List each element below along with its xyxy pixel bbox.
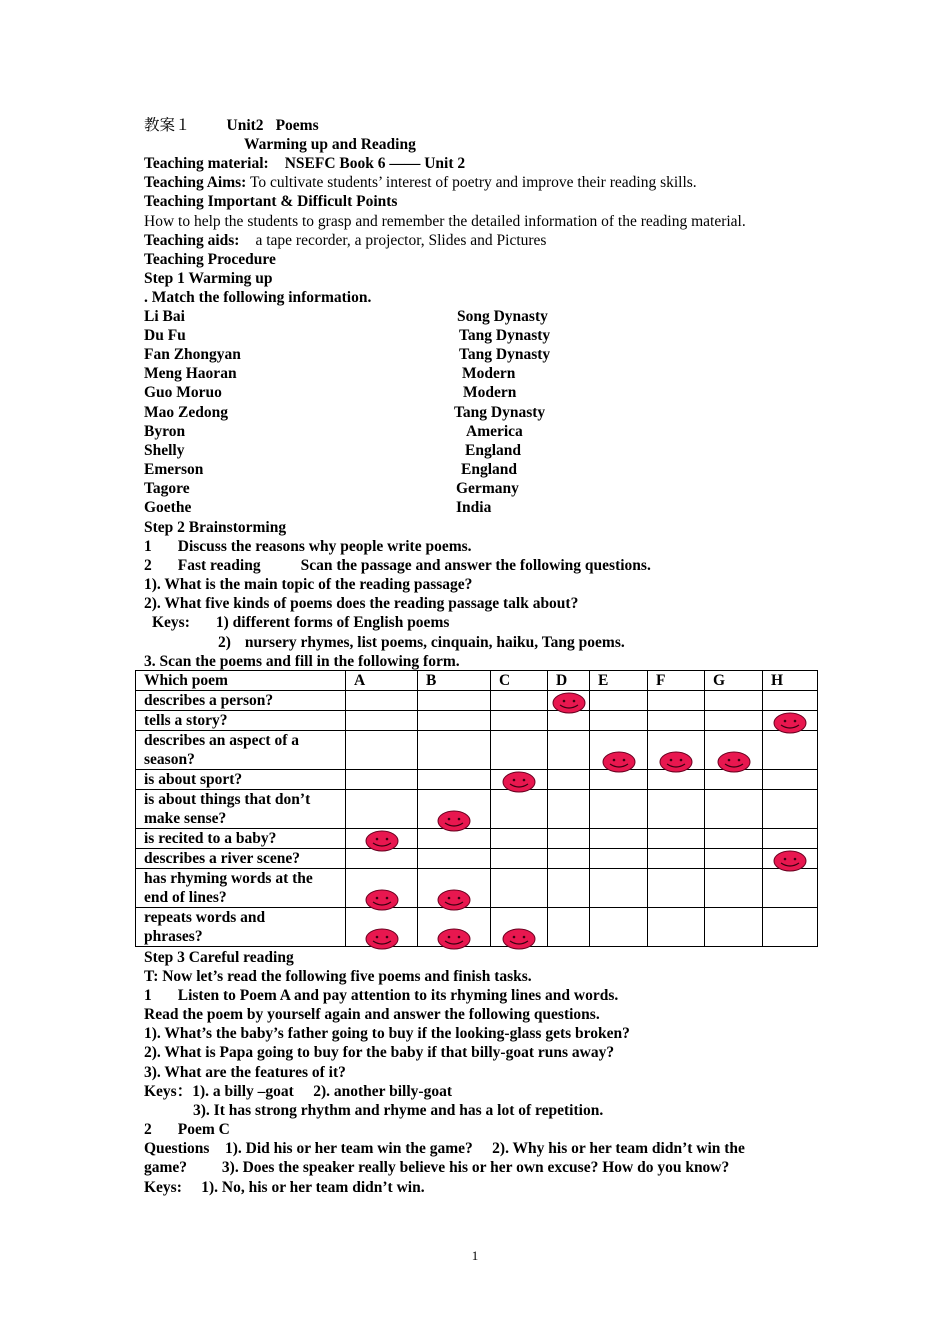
smiley-face-icon <box>502 928 536 950</box>
important-points-text: How to help the students to grasp and remember the detailed information of the reading material. <box>144 213 746 230</box>
important-points-heading: Teaching Important & Difficult Points <box>144 193 398 210</box>
form-cell <box>491 711 548 731</box>
poet-origin: Modern <box>462 365 516 382</box>
form-cell <box>705 770 763 790</box>
form-question-line: is recited to a baby? <box>144 830 277 847</box>
form-cell <box>590 770 648 790</box>
form-body <box>136 691 818 947</box>
form-cell <box>590 829 648 849</box>
form-cell <box>346 691 418 711</box>
step2-keys: Keys: 1) different forms of English poems <box>152 614 450 631</box>
form-cell <box>763 770 818 790</box>
poet-origin: India <box>456 499 492 516</box>
form-row <box>136 849 818 869</box>
poet-name: Du Fu <box>144 327 186 344</box>
poet-name: Shelly <box>144 442 185 459</box>
form-cell <box>763 849 818 869</box>
form-row <box>136 790 818 829</box>
form-cell <box>590 711 648 731</box>
lesson-subtitle: Warming up and Reading <box>244 136 416 153</box>
column-header: D <box>548 671 590 691</box>
form-cell <box>648 790 705 829</box>
form-cell <box>548 770 590 790</box>
form-cell <box>590 908 648 947</box>
poet-origin: Song Dynasty <box>457 308 548 325</box>
poet-name: Li Bai <box>144 308 185 325</box>
column-header: E <box>590 671 648 691</box>
form-question-line: phrases? <box>144 928 203 945</box>
form-question <box>136 691 346 711</box>
form-instruction: 3. Scan the poems and fill in the following form. <box>144 653 460 670</box>
form-cell <box>763 731 818 770</box>
form-cell <box>590 731 648 770</box>
form-question <box>136 908 346 947</box>
step3-question: 3). What are the features of it? <box>144 1064 346 1081</box>
form-cell <box>590 869 648 908</box>
form-cell <box>648 869 705 908</box>
poet-origin: America <box>466 423 523 440</box>
form-question <box>136 829 346 849</box>
form-cell <box>548 869 590 908</box>
step3-question: 1). What’s the baby’s father going to buy if the looking-glass gets broken? <box>144 1025 630 1042</box>
form-cell <box>418 829 491 849</box>
form-question <box>136 711 346 731</box>
step3-item1: 1 Listen to Poem A and pay attention to its rhyming lines and words. <box>144 987 619 1004</box>
step2-item1: 1 Discuss the reasons why people write poems. <box>144 538 472 555</box>
step3-questions-c-cont: game? 3). Does the speaker really believe his or her own excuse? How do you know? <box>144 1159 730 1176</box>
poet-origin: Tang Dynasty <box>459 327 551 344</box>
form-cell <box>346 731 418 770</box>
step3-question: 2). What is Papa going to buy for the baby if that billy-goat runs away? <box>144 1044 615 1061</box>
step3-item2: 2 Poem C <box>144 1121 230 1138</box>
step2-key2: 2) nursery rhymes, list poems, cinquain, haiku, Tang poems. <box>218 634 625 651</box>
form-cell <box>705 849 763 869</box>
form-cell <box>648 849 705 869</box>
step2-item2: 2 Fast reading Scan the passage and answer the following questions. <box>144 557 651 574</box>
form-cell <box>548 731 590 770</box>
form-question-line: describes a person? <box>144 692 274 709</box>
form-header-label: Which poem <box>136 671 346 691</box>
form-question-line: describes an aspect of a <box>144 732 299 749</box>
form-question <box>136 849 346 869</box>
form-cell <box>648 829 705 849</box>
procedure-heading: Teaching Procedure <box>144 251 276 268</box>
form-cell <box>548 691 590 711</box>
form-question-line: make sense? <box>144 810 227 827</box>
form-cell <box>346 849 418 869</box>
form-cell <box>705 711 763 731</box>
step3-keys-a3: 3). It has strong rhythm and rhyme and has a lot of repetition. <box>193 1102 604 1119</box>
form-question <box>136 790 346 829</box>
teaching-aims: Teaching Aims: To cultivate students’ interest of poetry and improve their reading skills. <box>144 174 697 191</box>
form-cell <box>418 908 491 947</box>
step3-keys-c: Keys: 1). No, his or her team didn’t win. <box>144 1179 425 1196</box>
form-cell <box>346 711 418 731</box>
poet-name: Fan Zhongyan <box>144 346 241 363</box>
form-cell <box>491 770 548 790</box>
column-header: H <box>763 671 818 691</box>
poem-form-table <box>135 670 818 947</box>
form-cell <box>491 691 548 711</box>
form-cell <box>763 869 818 908</box>
poet-origin: Germany <box>456 480 519 497</box>
column-header: G <box>705 671 763 691</box>
form-cell <box>548 790 590 829</box>
form-cell <box>590 790 648 829</box>
unit-number: Unit2 <box>226 117 264 134</box>
poet-name: Meng Haoran <box>144 365 237 382</box>
form-cell <box>763 829 818 849</box>
form-row <box>136 770 818 790</box>
form-cell <box>418 731 491 770</box>
form-row <box>136 711 818 731</box>
form-cell <box>418 849 491 869</box>
form-cell <box>418 770 491 790</box>
form-question-line: end of lines? <box>144 889 227 906</box>
step3-read-again: Read the poem by yourself again and answer the following questions. <box>144 1006 600 1023</box>
teaching-material: Teaching material: NSEFC Book 6 —— Unit 2 <box>144 155 466 172</box>
form-cell <box>418 869 491 908</box>
form-cell <box>346 829 418 849</box>
form-row <box>136 908 818 947</box>
form-cell <box>705 691 763 711</box>
column-header: F <box>648 671 705 691</box>
form-cell <box>590 849 648 869</box>
form-cell <box>705 790 763 829</box>
form-cell <box>648 908 705 947</box>
form-cell <box>491 849 548 869</box>
form-cell <box>418 711 491 731</box>
poet-origin: Tang Dynasty <box>454 404 546 421</box>
form-header-row <box>136 671 818 691</box>
form-cell <box>346 790 418 829</box>
form-question-line: repeats words and <box>144 909 266 926</box>
step3-questions-c: Questions 1). Did his or her team win the game? 2). Why his or her team didn’t win the <box>144 1140 745 1157</box>
teaching-aids: Teaching aids: a tape recorder, a projector, Slides and Pictures <box>144 232 547 249</box>
form-cell <box>548 908 590 947</box>
form-cell <box>705 731 763 770</box>
column-header: C <box>491 671 548 691</box>
form-cell <box>548 829 590 849</box>
form-cell <box>491 869 548 908</box>
form-question-line: describes a river scene? <box>144 850 300 867</box>
form-cell <box>763 711 818 731</box>
step2-question: 1). What is the main topic of the reading passage? <box>144 576 473 593</box>
form-cell <box>648 770 705 790</box>
poet-name: Tagore <box>144 480 190 497</box>
form-cell <box>763 790 818 829</box>
form-row <box>136 691 818 711</box>
poet-name: Emerson <box>144 461 204 478</box>
form-cell <box>705 908 763 947</box>
smiley-face-icon <box>365 928 399 950</box>
poet-name: Goethe <box>144 499 192 516</box>
form-cell <box>346 869 418 908</box>
form-question <box>136 731 346 770</box>
form-cell <box>648 731 705 770</box>
step3-intro: T: Now let’s read the following five poems and finish tasks. <box>144 968 532 985</box>
form-cell <box>763 908 818 947</box>
page-number: 1 <box>471 1248 479 1263</box>
form-cell <box>491 731 548 770</box>
poet-origin: England <box>465 442 522 459</box>
poet-origin: England <box>461 461 518 478</box>
form-question <box>136 770 346 790</box>
form-cell <box>548 711 590 731</box>
form-cell <box>346 908 418 947</box>
form-cell <box>418 691 491 711</box>
poet-name: Mao Zedong <box>144 404 228 421</box>
step1-instruction: . Match the following information. <box>144 289 372 306</box>
form-cell <box>648 691 705 711</box>
form-row <box>136 869 818 908</box>
form-row <box>136 731 818 770</box>
poet-origin: Tang Dynasty <box>459 346 551 363</box>
form-cell <box>346 770 418 790</box>
column-header: B <box>418 671 491 691</box>
form-question-line: season? <box>144 751 195 768</box>
lesson-title-line <box>144 116 319 135</box>
step3-heading: Step 3 Careful reading <box>144 949 294 966</box>
form-question-line: is about sport? <box>144 771 243 788</box>
form-cell <box>705 829 763 849</box>
form-question <box>136 869 346 908</box>
poet-origin: Modern <box>463 384 517 401</box>
step2-question: 2). What five kinds of poems does the reading passage talk about? <box>144 595 579 612</box>
form-question-line: is about things that don’t <box>144 791 311 808</box>
form-cell <box>491 829 548 849</box>
form-question-line: has rhyming words at the <box>144 870 313 887</box>
form-cell <box>705 869 763 908</box>
step3-keys-a: Keys：1). a billy –goat 2). another billy-goat <box>144 1083 452 1100</box>
form-cell <box>548 849 590 869</box>
poet-name: Guo Moruo <box>144 384 222 401</box>
form-cell <box>491 908 548 947</box>
form-question-line: tells a story? <box>144 712 228 729</box>
form-cell <box>491 790 548 829</box>
form-cell <box>648 711 705 731</box>
unit-title: Poems <box>275 117 319 134</box>
form-row <box>136 829 818 849</box>
form-cell <box>590 691 648 711</box>
step1-heading: Step 1 Warming up <box>144 270 273 287</box>
form-cell <box>418 790 491 829</box>
lesson-label: 教案１ <box>144 117 191 134</box>
column-header: A <box>346 671 418 691</box>
form-cell <box>763 691 818 711</box>
poet-name: Byron <box>144 423 186 440</box>
smiley-face-icon <box>437 928 471 950</box>
step2-heading: Step 2 Brainstorming <box>144 519 287 536</box>
